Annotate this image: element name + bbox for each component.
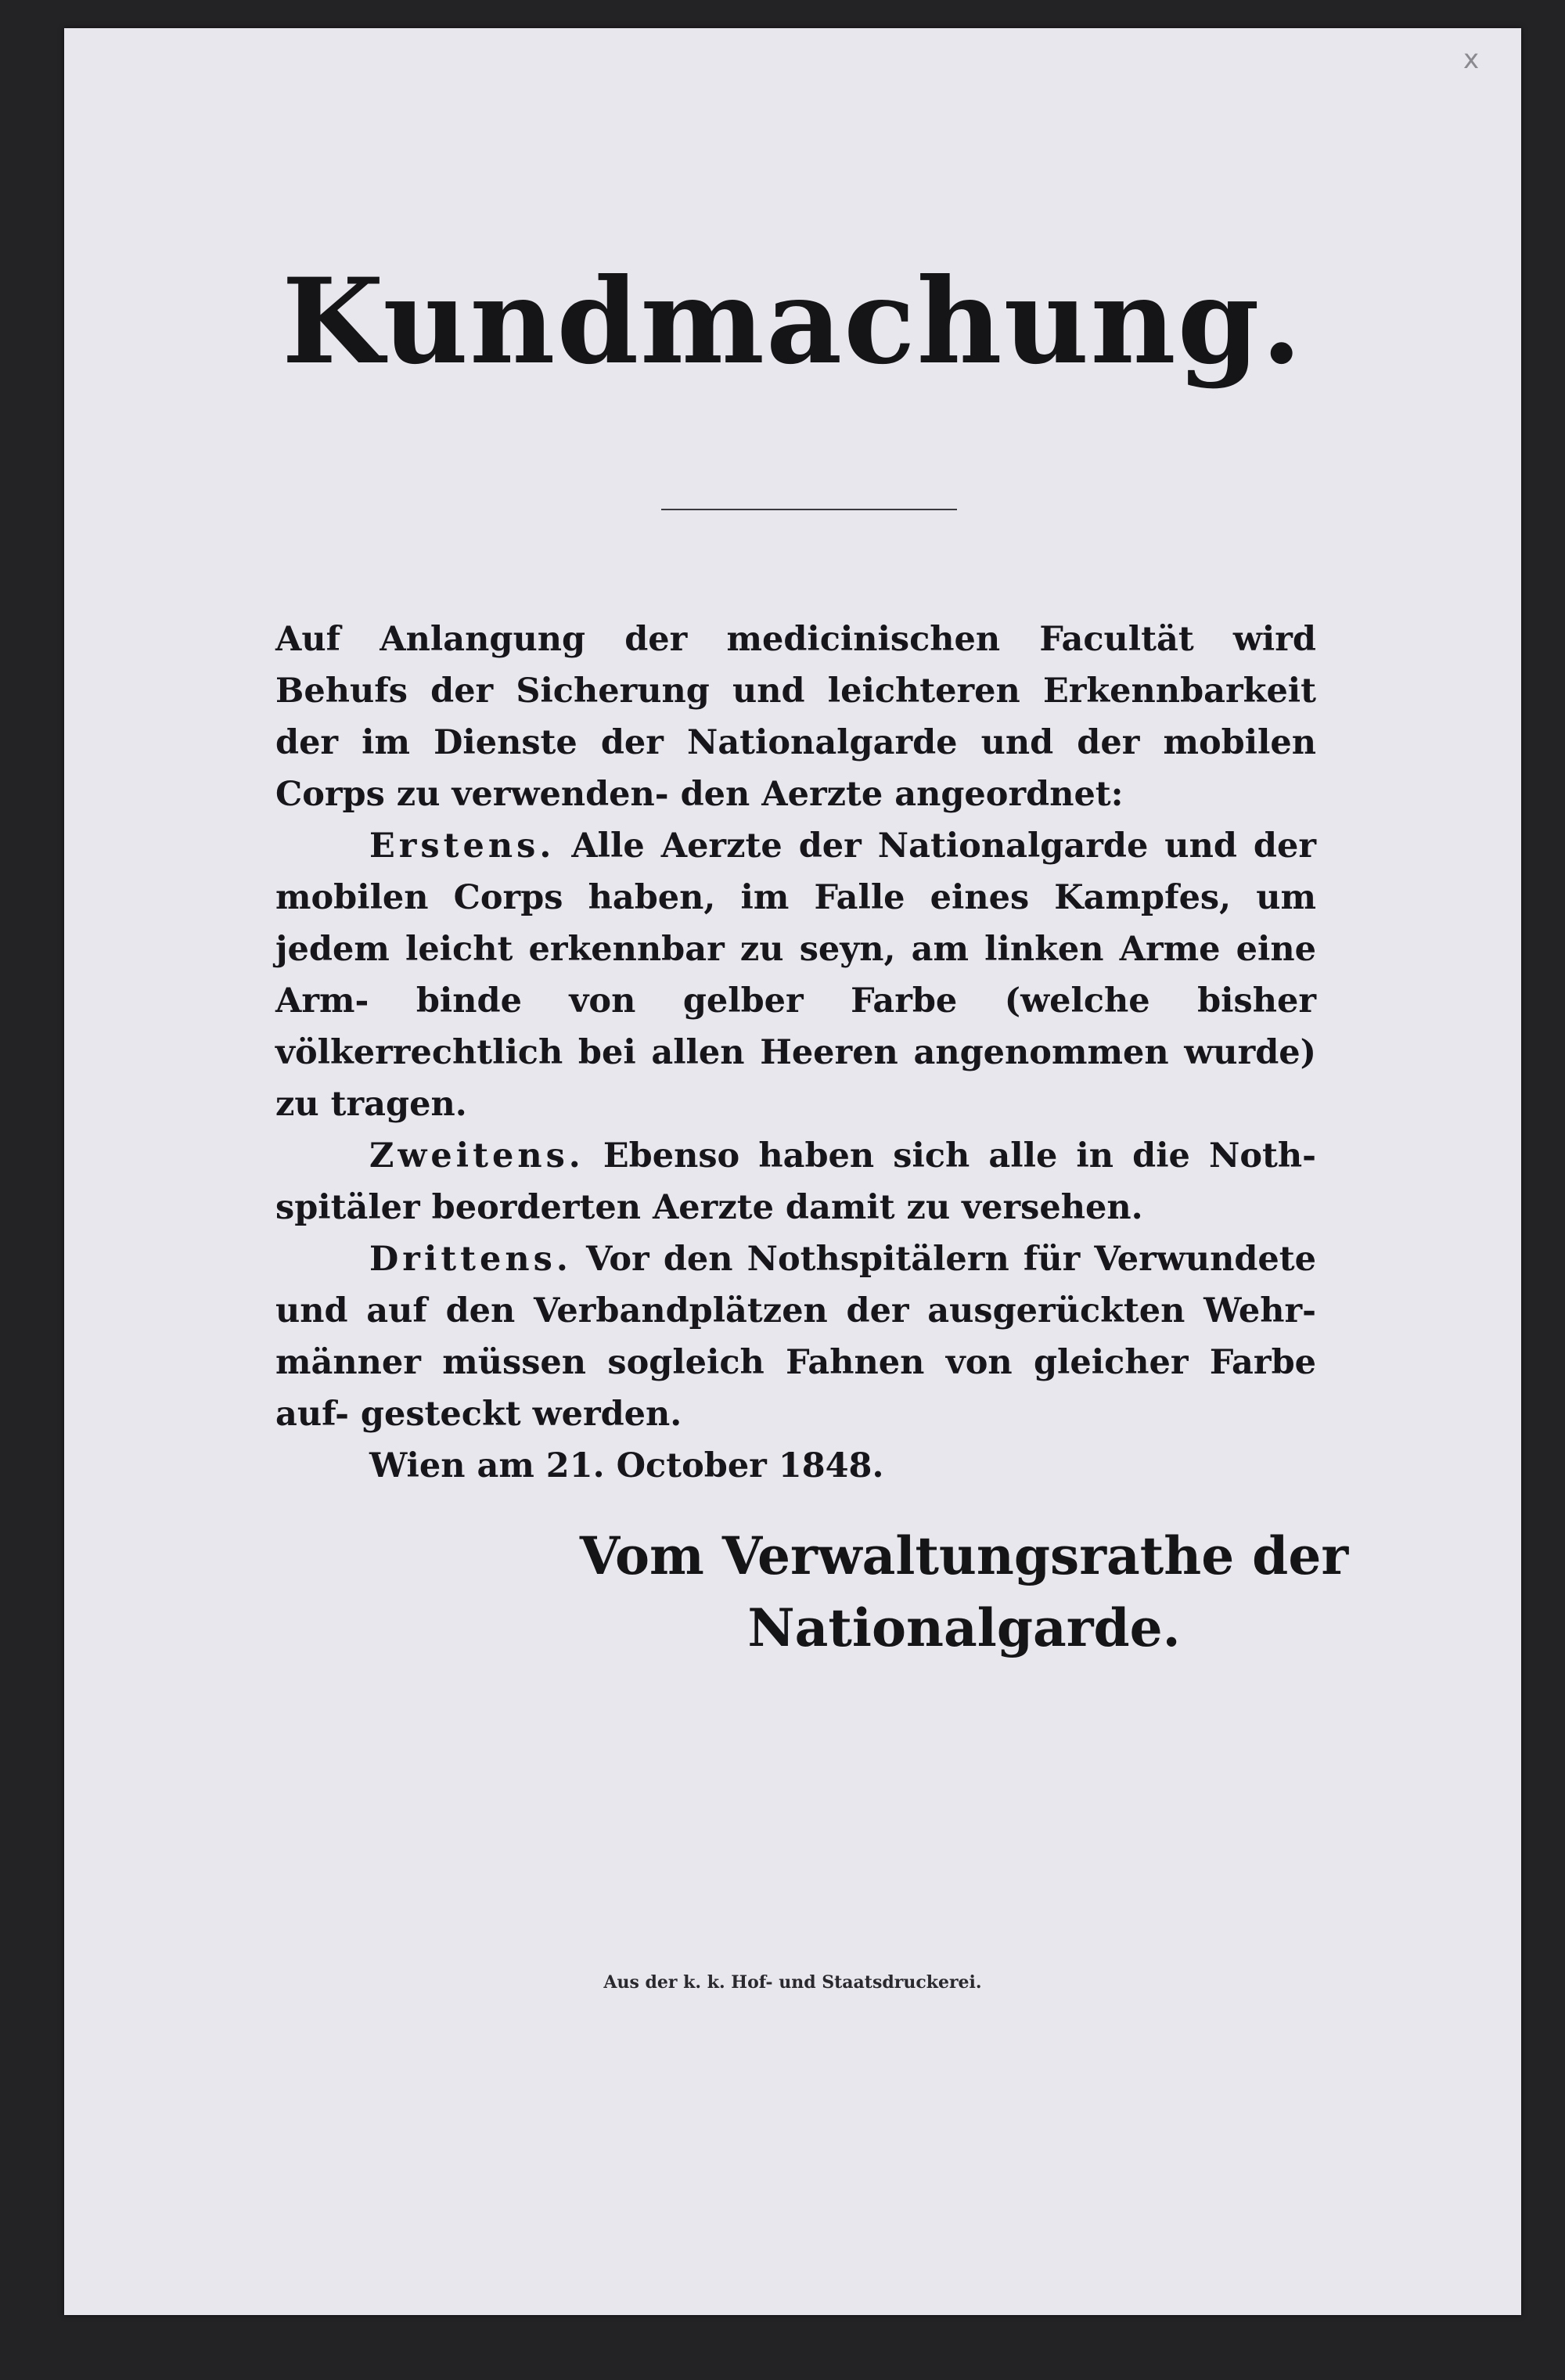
first-paragraph: [275, 820, 1316, 1130]
third-text: Vor den Nothspitälern für Verwundete und auf den Verbandplätzen der ausgerückten Wehr- männer müssen sogleich Fahnen von gleicher Farbe auf- gesteckt werden.: [275, 1240, 1316, 1434]
title-divider: [661, 509, 957, 510]
first-label: Erstens.: [369, 826, 556, 866]
date-line: Wien am 21. October 1848.: [369, 1446, 884, 1485]
signature-block: [549, 1520, 1379, 1664]
poster-sheet: [64, 28, 1521, 2315]
third-label: Drittens.: [369, 1240, 572, 1279]
corner-mark: x: [1463, 44, 1480, 75]
second-label: Zweitens.: [369, 1136, 585, 1176]
signature-line-1: Vom Verwaltungsrathe der: [579, 1525, 1349, 1586]
intro-paragraph: Auf Anlangung der medicinischen Facultät wird Behufs der Sicherung und leichteren Erkennbarkeit der im Dienste der Nationalgarde und der mobilen Corps zu verwenden- den Aerzte angeordnet:: [275, 620, 1316, 814]
first-text: Alle Aerzte der Nationalgarde und der mobilen Corps haben, im Falle eines Kampfes, um jedem leicht erkennbar zu seyn, am linken Arme eine Arm- binde von gelber Farbe (welche bisher völkerrechtlich bei allen Heeren angenommen wurde) zu tragen.: [275, 826, 1316, 1124]
second-paragraph: [275, 1130, 1316, 1233]
signature-line-2: Nationalgarde.: [747, 1597, 1181, 1658]
printer-imprint: Aus der k. k. Hof- und Staatsdruckerei.: [603, 1972, 982, 1993]
poster-title: Kundmachung.: [282, 253, 1304, 391]
announcement-body: [275, 614, 1316, 1492]
second-text: Ebenso haben sich alle in die Noth- spitäler beorderten Aerzte damit zu versehen.: [275, 1136, 1316, 1227]
third-paragraph: [275, 1233, 1316, 1440]
